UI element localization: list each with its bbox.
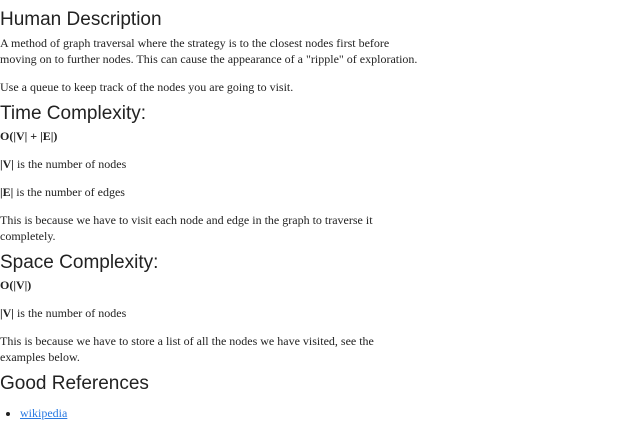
space-formula-text: O(|V|) (0, 278, 32, 292)
time-explanation: This is because we have to visit each node and edge in the graph to traverse it completely. (0, 213, 373, 243)
time-e-definition (0, 184, 420, 200)
space-explanation: This is because we have to store a list of all the nodes we have visited, see the examples below. (0, 334, 374, 364)
heading-good-references: Good References (0, 373, 149, 394)
space-v-definition (0, 305, 420, 321)
time-complexity-formula (0, 128, 420, 144)
references-list (0, 405, 420, 421)
heading-human-description: Human Description (0, 9, 162, 30)
space-complexity-formula (0, 277, 420, 293)
queue-paragraph: Use a queue to keep track of the nodes you are going to visit. (0, 80, 294, 94)
time-formula-text: O(|V| + |E|) (0, 129, 58, 143)
list-item (20, 405, 420, 421)
time-e-symbol: |E| (0, 185, 14, 199)
space-v-text: is the number of nodes (13, 306, 127, 320)
heading-time-complexity: Time Complexity: (0, 103, 147, 124)
time-v-definition (0, 156, 420, 172)
heading-space-complexity: Space Complexity: (0, 252, 159, 273)
wikipedia-link[interactable]: wikipedia (20, 406, 68, 420)
description-paragraph: A method of graph traversal where the strategy is to the closest nodes first before moving on to further nodes. This can cause the appearance of a "ripple" of exploration. (0, 36, 418, 66)
space-v-symbol: |V| (0, 306, 14, 320)
time-e-text: is the number of edges (13, 185, 125, 199)
time-v-symbol: |V| (0, 157, 14, 171)
time-v-text: is the number of nodes (13, 157, 127, 171)
